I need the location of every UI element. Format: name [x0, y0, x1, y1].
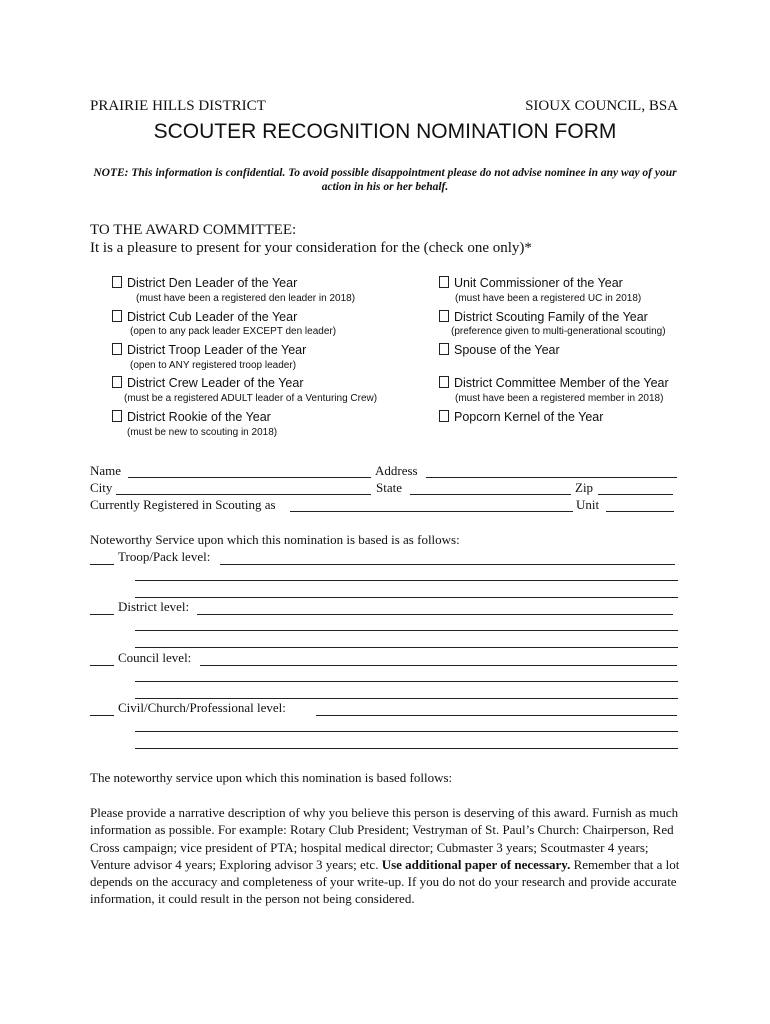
to-committee: TO THE AWARD COMMITTEE: [90, 222, 297, 238]
zip-field[interactable] [598, 494, 673, 495]
unit-field[interactable] [606, 511, 674, 512]
award-label: District Scouting Family of the Year [454, 310, 648, 324]
troop-level-line[interactable] [135, 597, 678, 598]
district-name: PRAIRIE HILLS DISTRICT [90, 98, 266, 114]
award-crew-leader[interactable] [112, 376, 303, 390]
award-popcorn-kernel[interactable] [439, 410, 603, 424]
civil-level-label: Civil/Church/Professional level: [118, 700, 286, 715]
checkbox[interactable] [439, 310, 449, 322]
council-level-label: Council level: [118, 650, 192, 665]
council-level-line[interactable] [135, 681, 678, 682]
award-label: District Crew Leader of the Year [127, 376, 304, 390]
registered-label: Currently Registered in Scouting as [90, 497, 276, 512]
checkbox[interactable] [439, 276, 449, 288]
city-label: City [90, 480, 113, 495]
award-label: Spouse of the Year [454, 343, 560, 357]
troop-check-blank[interactable] [90, 564, 114, 565]
district-check-blank[interactable] [90, 614, 114, 615]
checkbox[interactable] [439, 410, 449, 422]
award-sub: (open to ANY registered troop leader) [130, 360, 297, 371]
checkbox[interactable] [112, 410, 122, 422]
checkbox[interactable] [112, 343, 122, 355]
checkbox[interactable] [112, 310, 122, 322]
council-check-blank[interactable] [90, 665, 114, 666]
council-level-line[interactable] [135, 698, 678, 699]
state-label: State [376, 480, 402, 495]
address-field[interactable] [426, 477, 677, 478]
checkbox[interactable] [112, 376, 122, 388]
award-scouting-family[interactable] [439, 310, 648, 324]
civil-level-line[interactable] [135, 748, 678, 749]
award-sub: (open to any pack leader EXCEPT den leader) [130, 326, 337, 337]
narrative-text-end: Remember that a lot depends on the accuracy and completeness of your write-up. If you do not do your research and provide accurate information, it could result in the person not being considered. [90, 856, 680, 907]
award-label: District Rookie of the Year [127, 410, 271, 424]
award-cub-leader[interactable] [112, 310, 297, 324]
narrative-text: Please provide a narrative description of why you believe this person is deserving of this award. Furnish as much information as possible. For example: Rotary Club President; Vestryman of St. Paul’s Church: Chairperson, Red Cross campaign; vice president of PTA; hospital medical director; Cubmaster 3 years; Scoutmaster 4 years; Venture advisor 4 years; Exploring advisor 3 years; etc. [90, 805, 679, 872]
award-sub: (must have been a registered member in 2018) [455, 393, 664, 404]
service-follows-line: The noteworthy service upon which this nomination is based follows: [90, 770, 453, 785]
checkbox[interactable] [439, 376, 449, 388]
award-label: District Committee Member of the Year [454, 376, 669, 390]
troop-level-line[interactable] [135, 580, 678, 581]
name-field[interactable] [128, 477, 371, 478]
award-label: District Troop Leader of the Year [127, 343, 307, 357]
state-field[interactable] [410, 494, 571, 495]
council-level-field[interactable] [200, 665, 677, 666]
district-level-line[interactable] [135, 647, 678, 648]
civil-level-line[interactable] [135, 731, 678, 732]
award-committee-member[interactable] [439, 376, 669, 390]
confidential-note: NOTE: This information is confidential. To avoid possible disappointment please do not advise nominee in any way of your action in his or her behalf. [93, 167, 677, 193]
award-label: District Cub Leader of the Year [127, 310, 298, 324]
form-title: SCOUTER RECOGNITION NOMINATION FORM [153, 120, 617, 143]
district-level-line[interactable] [135, 630, 678, 631]
city-field[interactable] [116, 494, 371, 495]
award-sub: (must have been a registered UC in 2018) [455, 293, 642, 304]
name-label: Name [90, 463, 122, 478]
service-heading: Noteworthy Service upon which this nomination is based is as follows: [90, 532, 460, 547]
award-den-leader[interactable] [112, 276, 297, 290]
award-spouse[interactable] [439, 343, 560, 357]
award-label: Unit Commissioner of the Year [454, 276, 623, 290]
award-sub: (must have been a registered den leader in 2018) [136, 293, 356, 304]
award-sub: (must be a registered ADULT leader of a Venturing Crew) [124, 393, 378, 404]
checkbox[interactable] [439, 343, 449, 355]
civil-level-field[interactable] [316, 715, 677, 716]
award-troop-leader[interactable] [112, 343, 306, 357]
troop-level-label: Troop/Pack level: [118, 549, 211, 564]
award-sub: (must be new to scouting in 2018) [127, 427, 278, 438]
award-rookie[interactable] [112, 410, 271, 424]
registered-field[interactable] [290, 511, 573, 512]
award-sub: (preference given to multi-generational scouting) [451, 326, 666, 337]
intro-line: It is a pleasure to present for your consideration for the (check one only)* [90, 240, 532, 256]
civil-check-blank[interactable] [90, 715, 114, 716]
district-level-field[interactable] [197, 614, 673, 615]
address-label: Address [375, 463, 418, 478]
award-unit-commissioner[interactable] [439, 276, 623, 290]
district-level-label: District level: [118, 599, 190, 614]
zip-label: Zip [575, 480, 594, 495]
award-label: District Den Leader of the Year [127, 276, 298, 290]
narrative-instructions [90, 804, 680, 908]
unit-label: Unit [576, 497, 600, 512]
council-name: SIOUX COUNCIL, BSA [525, 98, 678, 114]
narrative-bold: Use additional paper of necessary. [381, 856, 571, 872]
troop-level-field[interactable] [220, 564, 675, 565]
checkbox[interactable] [112, 276, 122, 288]
award-label: Popcorn Kernel of the Year [454, 410, 604, 424]
